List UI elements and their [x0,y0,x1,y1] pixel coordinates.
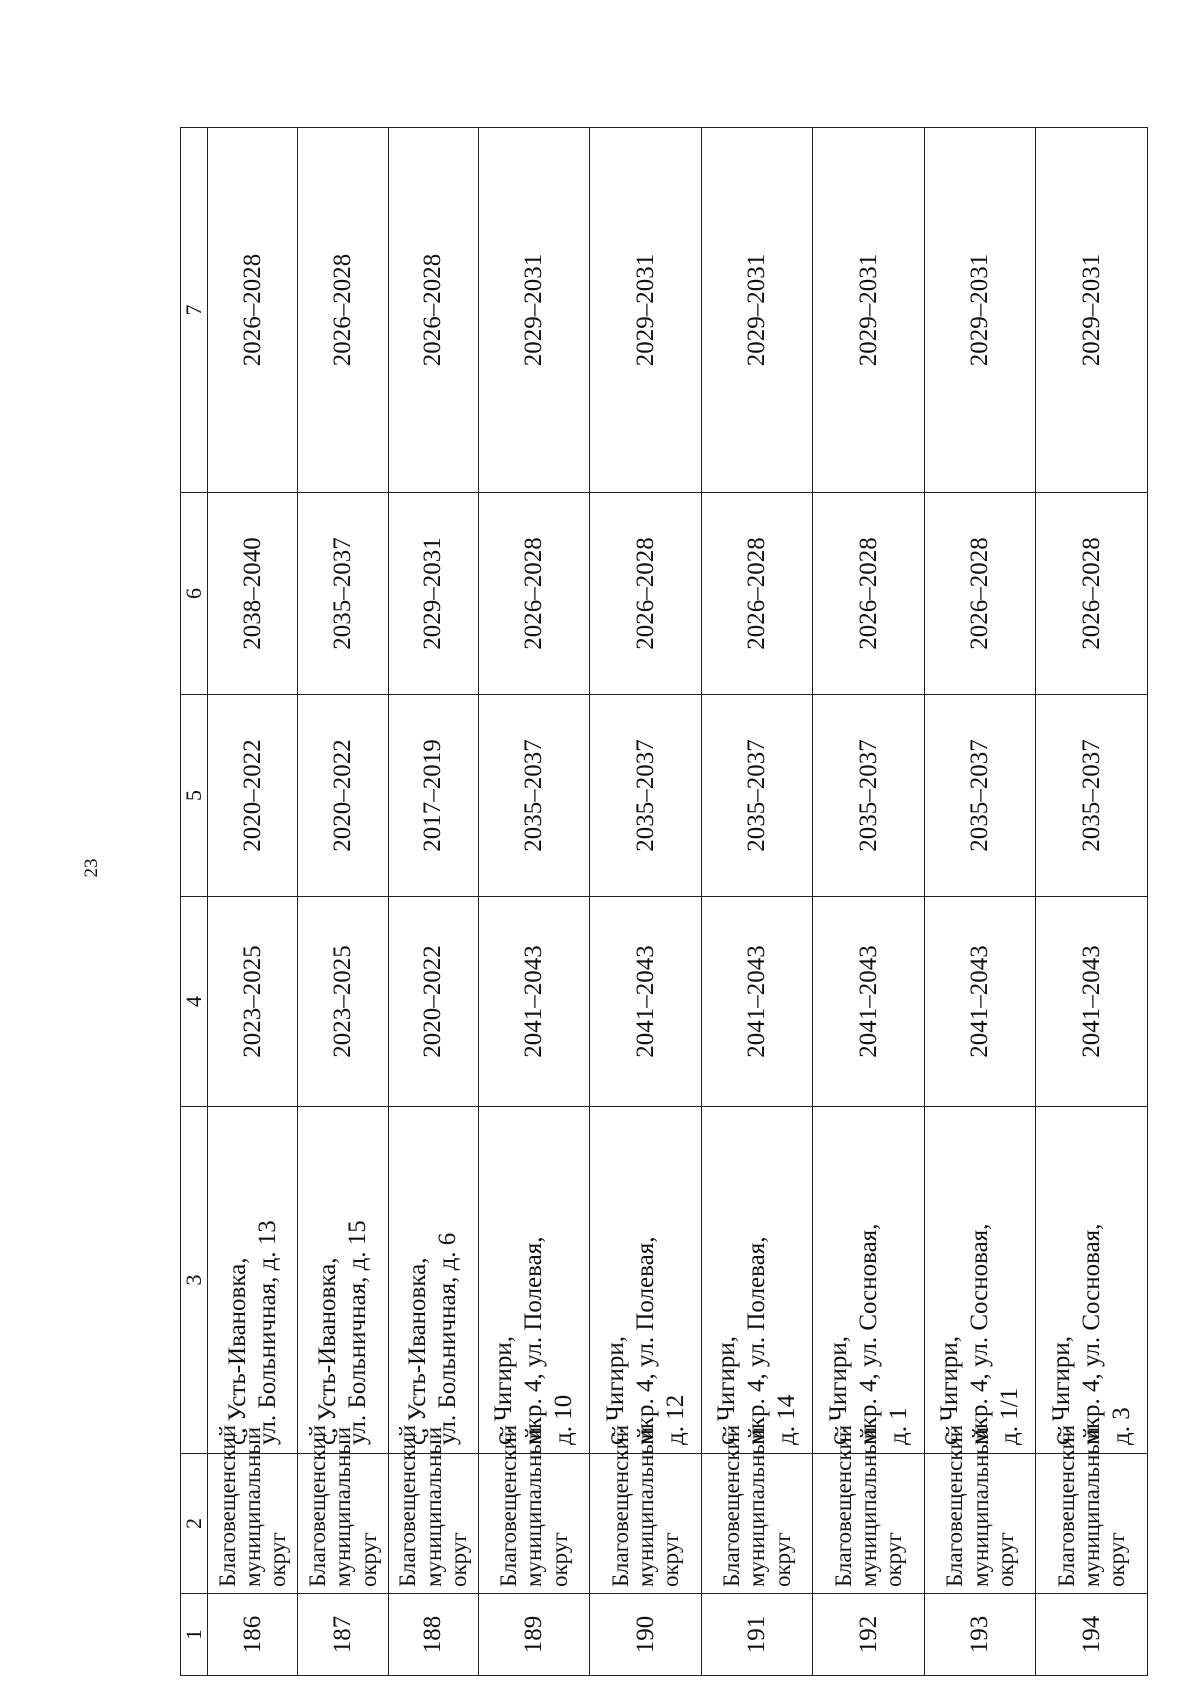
address-cell-line: с. Усть-Ивановка, [404,1257,432,1445]
table-row [1036,128,1148,1676]
district-cell-line: Благовещенский [214,1424,240,1587]
row-number-cell: 187 [298,1594,388,1676]
page-number: 23 [81,858,102,878]
period-cell-col7: 2029–2031 [813,128,925,493]
period-cell-col4: 2023–2025 [298,897,388,1107]
table-header-row [181,128,208,1676]
district-cell [208,1424,298,1594]
column-header-2: 2 [181,1454,208,1594]
address-cell-line: с. Усть-Ивановка, [313,1257,341,1445]
district-cell-line: Благовещенский [496,1424,522,1587]
table-row [208,128,298,1676]
address-cell-line: ул. Больничная, д. 15 [343,1220,371,1445]
housing-schedule-table [180,127,1148,1676]
address-cell-line: д. 1/1 [996,1387,1024,1445]
period-cell-col5: 2035–2037 [1036,695,1148,897]
district-cell-line: муниципальный [967,1426,993,1587]
row-number-cell: 191 [701,1594,813,1676]
address-cell-line: ул. Больничная, д. 13 [253,1220,281,1445]
district-cell-line: муниципальный [239,1426,265,1587]
district-cell-line: округ [992,1532,1018,1587]
period-cell-col7: 2029–2031 [701,128,813,493]
district-cell-line: муниципальный [856,1426,881,1587]
period-cell-col6: 2026–2028 [1036,493,1148,695]
column-header-1: 1 [181,1594,208,1676]
period-cell-col5: 2020–2022 [208,695,298,897]
row-number-cell: 190 [590,1594,702,1676]
district-cell-line: округ [445,1532,471,1587]
district-cell-line: муниципальный [330,1426,356,1587]
address-cell [388,1107,478,1454]
district-cell-line: Благовещенский [304,1424,330,1587]
district-cell [478,1424,590,1594]
table-row [388,128,478,1676]
period-cell-col6: 2035–2037 [298,493,388,695]
district-cell-line: округ [546,1532,572,1587]
row-number-cell: 186 [208,1594,298,1676]
period-cell-col4: 2023–2025 [208,897,298,1107]
address-cell-line: мкр. 4, ул. Полевая, [520,1236,548,1445]
district-cell-line: муниципальный [632,1426,658,1587]
period-cell-col6: 2026–2028 [701,493,813,695]
district-cell-line: округ [1104,1532,1130,1587]
period-cell-col4: 2041–2043 [590,897,702,1107]
period-cell-col4: 2041–2043 [813,897,925,1107]
district-cell-line: Благовещенский [719,1424,745,1587]
period-cell-col4: 2041–2043 [701,897,813,1107]
table-row [701,128,813,1676]
address-cell [298,1107,388,1454]
table-container [180,128,1148,1676]
district-cell-line: муниципальный [420,1426,446,1587]
district-cell [590,1424,702,1594]
table-row [298,128,388,1676]
table-row [813,128,925,1676]
row-number-cell: 188 [388,1594,478,1676]
row-number-cell: 193 [924,1594,1036,1676]
period-cell-col6: 2026–2028 [924,493,1036,695]
column-header-5: 5 [181,695,208,897]
period-cell-col4: 2041–2043 [924,897,1036,1107]
address-cell-line: мкр. 4, ул. Полевая, [631,1236,659,1445]
district-cell-line: муниципальный [521,1426,547,1587]
row-number-cell: 192 [813,1594,925,1676]
column-header-6: 6 [181,493,208,695]
district-cell-line: Благовещенский [942,1424,968,1587]
address-cell [813,1107,925,1454]
row-number-cell: 189 [478,1594,590,1676]
period-cell-col6: 2026–2028 [813,493,925,695]
row-number-cell: 194 [1036,1594,1148,1676]
column-header-7: 7 [181,128,208,493]
address-cell [478,1107,590,1454]
period-cell-col5: 2035–2037 [813,695,925,897]
district-cell-line: округ [658,1532,684,1587]
address-cell-line: ул. Больничная, д. 6 [434,1232,462,1445]
address-cell-line: д. 12 [661,1394,689,1445]
period-cell-col4: 2020–2022 [388,897,478,1107]
table-row [924,128,1036,1676]
district-cell-line: муниципальный [1079,1426,1105,1587]
period-cell-col5: 2035–2037 [924,695,1036,897]
address-cell [208,1107,298,1454]
table-row [478,128,590,1676]
district-cell-line: округ [355,1532,381,1587]
district-cell [701,1424,813,1594]
period-cell-col7: 2029–2031 [924,128,1036,493]
address-cell-line: д. 1 [884,1407,912,1445]
district-cell-line: Благовещенский [395,1424,421,1587]
address-cell [924,1107,1036,1454]
period-cell-col5: 2035–2037 [701,695,813,897]
period-cell-col5: 2020–2022 [298,695,388,897]
address-cell-line: с. Чигири, [490,1336,518,1445]
table-row [590,128,702,1676]
district-cell [298,1424,388,1594]
address-cell [701,1107,813,1454]
period-cell-col5: 2035–2037 [478,695,590,897]
address-cell-line: с. Чигири, [601,1336,629,1445]
period-cell-col7: 2029–2031 [590,128,702,493]
column-header-4: 4 [181,897,208,1107]
period-cell-col7: 2026–2028 [388,128,478,493]
address-cell-line: д. 3 [1107,1407,1135,1445]
district-cell [924,1424,1036,1594]
district-cell-line: Благовещенский [830,1424,856,1587]
table-body [208,128,1148,1676]
address-cell-line: с. Усть-Ивановка, [223,1257,251,1445]
period-cell-col6: 2026–2028 [478,493,590,695]
address-cell [590,1107,702,1454]
district-cell [388,1424,478,1594]
district-cell-line: Благовещенский [1053,1424,1079,1587]
period-cell-col7: 2026–2028 [298,128,388,493]
district-cell-line: муниципальный [744,1426,770,1587]
district-cell-line: округ [769,1532,795,1587]
period-cell-col4: 2041–2043 [1036,897,1148,1107]
period-cell-col7: 2029–2031 [478,128,590,493]
district-cell-line: Благовещенский [607,1424,633,1587]
address-cell-line: мкр. 4, ул. Сосновая, [1077,1223,1105,1445]
district-cell-line: округ [881,1532,907,1587]
period-cell-col7: 2026–2028 [208,128,298,493]
district-cell-line: округ [265,1532,291,1587]
period-cell-col6: 2026–2028 [590,493,702,695]
period-cell-col6: 2038–2040 [208,493,298,695]
address-cell [1036,1107,1148,1454]
address-cell-line: с. Чигири, [936,1336,964,1445]
address-cell-line: с. Чигири, [1047,1336,1075,1445]
period-cell-col6: 2029–2031 [388,493,478,695]
column-header-3: 3 [181,1107,208,1454]
address-cell-line: с. Чигири, [713,1336,741,1445]
address-cell-line: мкр. 4, ул. Полевая, [743,1236,771,1445]
address-cell-line: мкр. 4, ул. Сосновая, [966,1223,994,1445]
address-cell-line: д. 14 [773,1394,801,1445]
address-cell-line: мкр. 4, ул. Сосновая, [854,1223,882,1445]
period-cell-col5: 2035–2037 [590,695,702,897]
address-cell-line: д. 10 [550,1394,578,1445]
period-cell-col4: 2041–2043 [478,897,590,1107]
address-cell-line: с. Чигири, [824,1336,852,1445]
period-cell-col5: 2017–2019 [388,695,478,897]
period-cell-col7: 2029–2031 [1036,128,1148,493]
